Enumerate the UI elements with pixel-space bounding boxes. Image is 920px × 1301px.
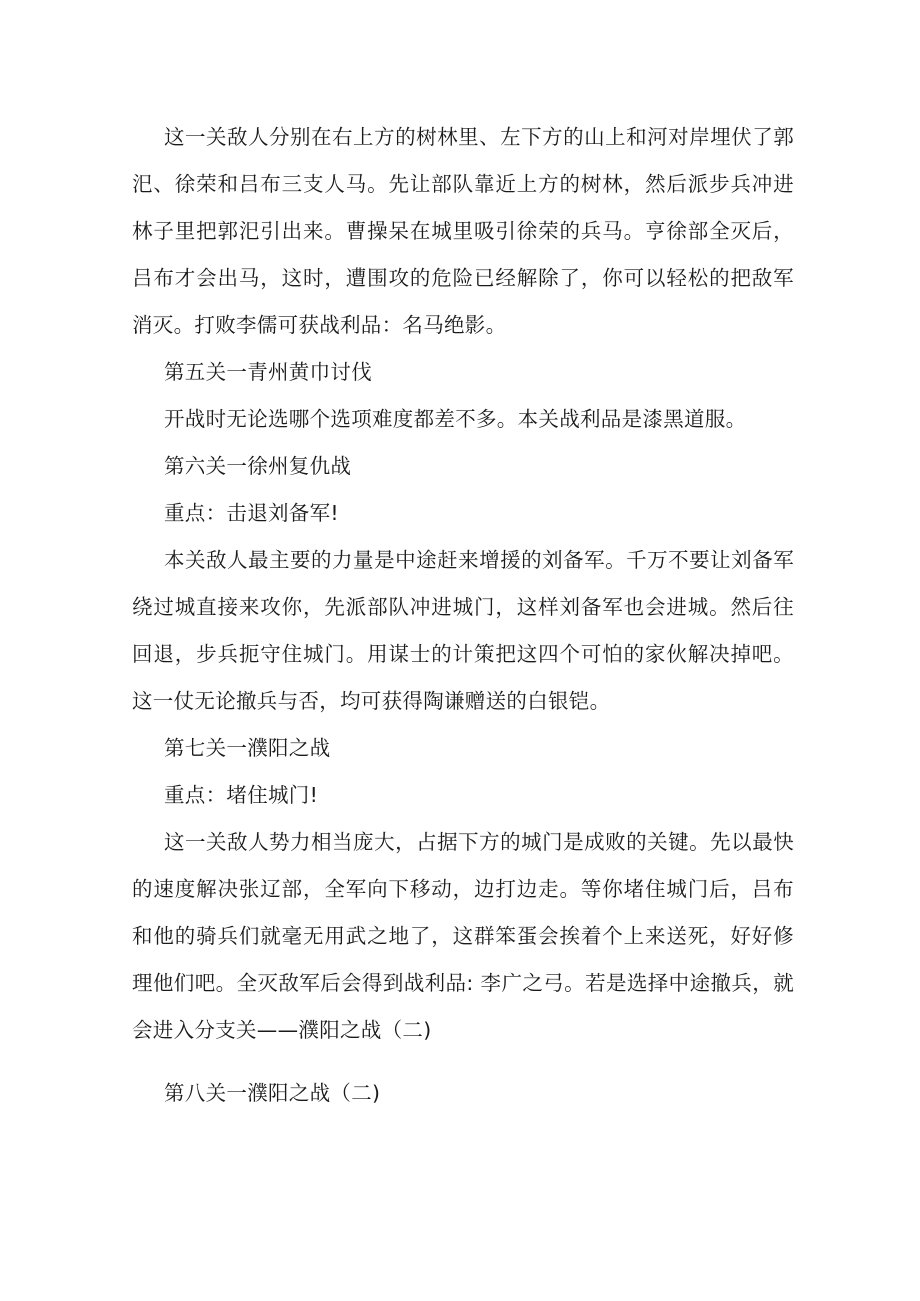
- heading-level6: 第六关一徐州复仇战: [164, 454, 352, 478]
- keypoint-level7: 重点：堵住城门!: [164, 783, 319, 807]
- heading-level5: 第五关一青州黄巾讨伐: [164, 360, 372, 384]
- document-body: [132, 114, 794, 1117]
- heading-level8: 第八关一濮阳之战（二): [164, 1081, 381, 1105]
- paragraph-level6-strategy: 本关敌人最主要的力量是中途赶来增援的刘备军。千万不要让刘备军绕过城直接来攻你，先派部队冲进城门，这样刘备军也会进城。然后往回退，步兵扼守住城门。用谋士的计策把这四个可怕的家伙解决掉吧。这一仗无论撤兵与否，均可获得陶谦赠送的白银铠。: [132, 548, 794, 713]
- paragraph-level5-strategy: 开战时无论选哪个选项难度都差不多。本关战利品是漆黑道服。: [164, 407, 747, 431]
- paragraph-level4-strategy: 这一关敌人分别在右上方的树林里、左下方的山上和河对岸埋伏了郭汜、徐荣和吕布三支人马。先让部队靠近上方的树林，然后派步兵冲进林子里把郭汜引出来。曹操呆在城里吸引徐荣的兵马。亨徐部全灭后，吕布才会出马，这时，遭围攻的危险已经解除了，你可以轻松的把敌军消灭。打败李儒可获战利品：名马绝影。: [132, 125, 794, 337]
- keypoint-level6: 重点：击退刘备军!: [164, 501, 339, 525]
- paragraph-level7-strategy: 这一关敌人势力相当庞大，占据下方的城门是成败的关键。先以最快的速度解决张辽部，全军向下移动，边打边走。等你堵住城门后，吕布和他的骑兵们就毫无用武之地了，这群笨蛋会挨着个上来送死，好好修理他们吧。全灭敌军后会得到战利品: 李广之弓。若是选择中途撤兵，就会进入分支关——濮阳之战（二): [132, 830, 794, 1042]
- heading-level7: 第七关一濮阳之战: [164, 736, 331, 760]
